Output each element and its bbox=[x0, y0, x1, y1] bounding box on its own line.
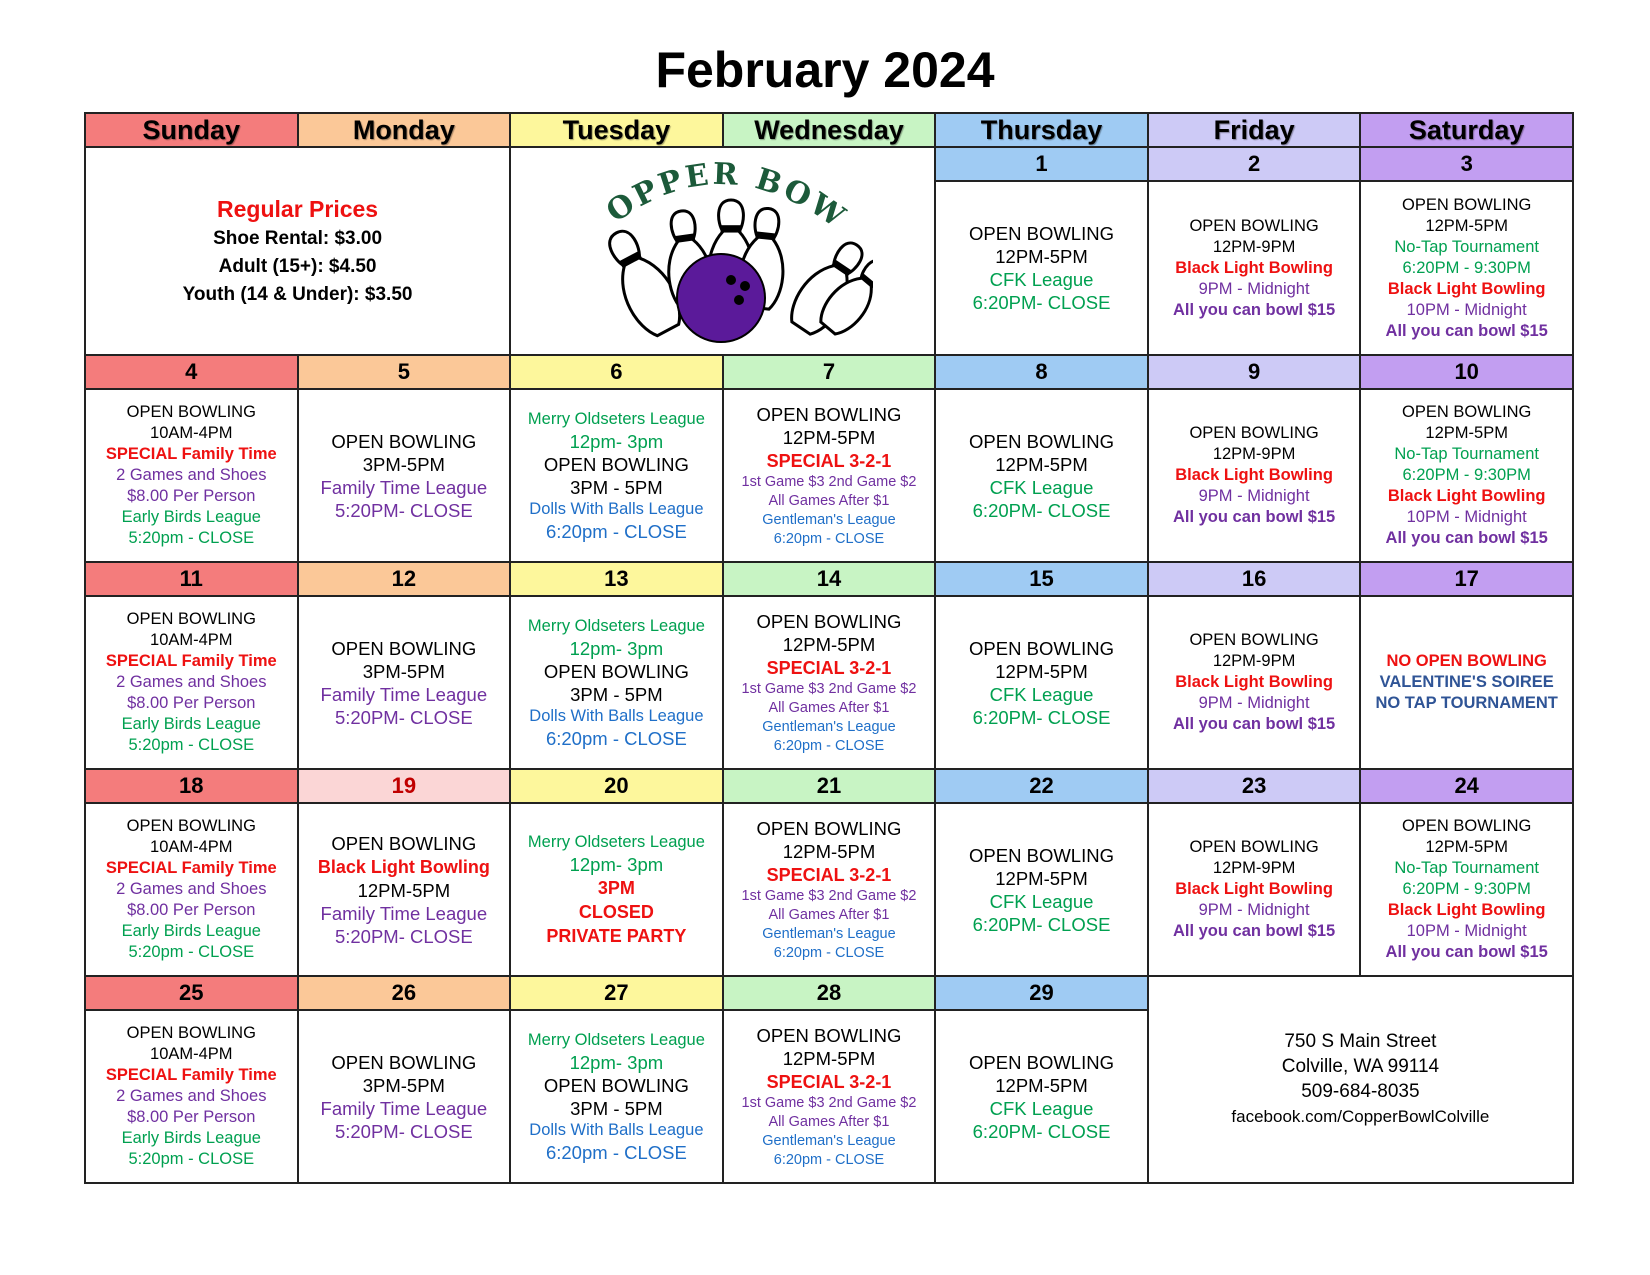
event-line: OPEN BOWLING bbox=[969, 430, 1114, 452]
event-line: OPEN BOWLING bbox=[1189, 838, 1319, 857]
event-line: Black Light Bowling bbox=[1175, 258, 1333, 277]
date-number: 14 bbox=[723, 562, 936, 596]
event-line: OPEN BOWLING bbox=[1189, 424, 1319, 443]
day-cell bbox=[510, 803, 723, 976]
event-line: 6:20pm - CLOSE bbox=[773, 944, 885, 961]
event-line: Black Light Bowling bbox=[317, 856, 490, 877]
date-number: 28 bbox=[723, 976, 936, 1010]
event-line: Early Birds League bbox=[121, 508, 261, 527]
weekday-sunday: Sunday bbox=[85, 113, 298, 147]
date-number: 18 bbox=[85, 769, 298, 803]
event-line: 10AM-4PM bbox=[150, 631, 233, 650]
price-adult: Adult (15+): $4.50 bbox=[218, 255, 377, 277]
event-line: 12PM-5PM bbox=[995, 453, 1088, 475]
event-line: 6:20pm - CLOSE bbox=[545, 520, 687, 542]
week-content-row bbox=[85, 596, 1573, 769]
day-cell bbox=[723, 1010, 936, 1183]
event-line: OPEN BOWLING bbox=[969, 1051, 1114, 1073]
event-line: 12PM-9PM bbox=[1212, 652, 1296, 671]
event-line: OPEN BOWLING bbox=[756, 817, 902, 839]
event-line: 3PM bbox=[597, 877, 635, 898]
event-line: OPEN BOWLING bbox=[756, 403, 902, 425]
event-line: 3PM-5PM bbox=[362, 453, 445, 475]
day-cell bbox=[1360, 596, 1573, 769]
event-line: 12PM-9PM bbox=[1212, 237, 1296, 256]
event-line: SPECIAL 3-2-1 bbox=[766, 1071, 892, 1092]
event-line: 12PM-5PM bbox=[995, 1074, 1088, 1096]
event-line: 12PM-5PM bbox=[782, 426, 876, 448]
event-line: 6:20pm - CLOSE bbox=[773, 530, 885, 547]
date-number: 19 bbox=[298, 769, 511, 803]
day-cell bbox=[85, 1010, 298, 1183]
week-content-row bbox=[85, 389, 1573, 562]
day-cell bbox=[298, 803, 511, 976]
event-line: OPEN BOWLING bbox=[1402, 403, 1532, 422]
event-line: 5:20PM- CLOSE bbox=[334, 499, 473, 521]
bowling-ball-icon bbox=[677, 254, 765, 342]
day-cell bbox=[723, 596, 936, 769]
event-line: NO OPEN BOWLING bbox=[1386, 652, 1547, 671]
date-number: 13 bbox=[510, 562, 723, 596]
event-line: CFK League bbox=[989, 683, 1094, 705]
event-line: All you can bowl $15 bbox=[1172, 300, 1336, 319]
event-line: 12PM-5PM bbox=[1425, 838, 1508, 857]
event-line: 3PM-5PM bbox=[362, 1074, 445, 1096]
date-number: 20 bbox=[510, 769, 723, 803]
date-number: 12 bbox=[298, 562, 511, 596]
event-line: 1st Game $3 2nd Game $2 bbox=[741, 473, 917, 490]
event-line: No-Tap Tournament bbox=[1394, 859, 1539, 878]
event-line: OPEN BOWLING bbox=[1189, 631, 1319, 650]
event-line: 12PM-5PM bbox=[1425, 216, 1508, 235]
event-line: 9PM - Midnight bbox=[1198, 901, 1310, 920]
weekday-saturday: Saturday bbox=[1360, 113, 1573, 147]
weekday-tuesday: Tuesday bbox=[510, 113, 723, 147]
event-line: Gentleman's League bbox=[762, 1132, 896, 1149]
event-line: CFK League bbox=[989, 1097, 1094, 1119]
week-date-row bbox=[85, 355, 1573, 389]
date-number: 6 bbox=[510, 355, 723, 389]
event-line: SPECIAL Family Time bbox=[105, 445, 277, 464]
event-line: VALENTINE'S SOIREE bbox=[1379, 673, 1554, 692]
event-line: OPEN BOWLING bbox=[331, 637, 477, 659]
event-line: SPECIAL 3-2-1 bbox=[766, 864, 892, 885]
weekday-header-row bbox=[85, 113, 1573, 147]
event-line: SPECIAL Family Time bbox=[105, 652, 277, 671]
event-line: 6:20PM - 9:30PM bbox=[1402, 880, 1531, 899]
event-line: OPEN BOWLING bbox=[543, 660, 689, 682]
event-line: 12PM-5PM bbox=[782, 840, 876, 862]
event-line: Black Light Bowling bbox=[1175, 880, 1333, 899]
weekday-friday: Friday bbox=[1148, 113, 1361, 147]
contact-phone: 509-684-8035 bbox=[1301, 1081, 1420, 1103]
week-date-row bbox=[85, 562, 1573, 596]
event-line: Merry Oldseters League bbox=[527, 832, 705, 851]
week-date-row bbox=[85, 147, 1573, 181]
event-line: 6:20PM - 9:30PM bbox=[1402, 258, 1531, 277]
event-line: All you can bowl $15 bbox=[1385, 943, 1548, 962]
day-cell bbox=[1148, 181, 1361, 355]
event-line: SPECIAL 3-2-1 bbox=[766, 657, 892, 678]
calendar-grid bbox=[84, 112, 1574, 1184]
event-line: 6:20PM- CLOSE bbox=[972, 499, 1111, 521]
day-cell bbox=[85, 596, 298, 769]
event-line: 2 Games and Shoes bbox=[116, 673, 267, 692]
event-line: 10AM-4PM bbox=[150, 838, 233, 857]
week-content-row bbox=[85, 803, 1573, 976]
day-cell bbox=[298, 596, 511, 769]
event-line: SPECIAL Family Time bbox=[105, 1066, 277, 1085]
contact-info-box bbox=[1148, 976, 1573, 1183]
event-line: 3PM-5PM bbox=[362, 660, 445, 682]
event-line: CFK League bbox=[989, 890, 1094, 912]
price-youth: Youth (14 & Under): $3.50 bbox=[182, 283, 413, 305]
event-line: OPEN BOWLING bbox=[969, 844, 1114, 866]
week-date-row bbox=[85, 769, 1573, 803]
event-line: OPEN BOWLING bbox=[1402, 195, 1532, 214]
day-cell bbox=[935, 803, 1148, 976]
event-line: OPEN BOWLING bbox=[331, 832, 477, 854]
event-line: 5:20pm - CLOSE bbox=[128, 1150, 255, 1169]
event-line: 12PM-9PM bbox=[1212, 859, 1296, 878]
event-line: 1st Game $3 2nd Game $2 bbox=[741, 887, 917, 904]
event-line: Family Time League bbox=[320, 902, 488, 924]
event-line: Early Birds League bbox=[121, 922, 261, 941]
event-line: 5:20PM- CLOSE bbox=[334, 925, 473, 947]
event-line: Family Time League bbox=[320, 1097, 488, 1119]
event-line: 6:20PM- CLOSE bbox=[972, 1120, 1111, 1142]
event-line: 12PM-5PM bbox=[995, 660, 1088, 682]
day-cell bbox=[510, 596, 723, 769]
event-line: OPEN BOWLING bbox=[543, 453, 689, 475]
date-number: 29 bbox=[935, 976, 1148, 1010]
event-line: Gentleman's League bbox=[762, 511, 896, 528]
event-line: 5:20PM- CLOSE bbox=[334, 706, 473, 728]
date-number: 23 bbox=[1148, 769, 1361, 803]
day-cell bbox=[510, 1010, 723, 1183]
event-line: 6:20pm - CLOSE bbox=[545, 727, 687, 749]
event-line: 1st Game $3 2nd Game $2 bbox=[741, 1094, 917, 1111]
event-line: Black Light Bowling bbox=[1175, 673, 1333, 692]
event-line: 10PM - Midnight bbox=[1406, 300, 1527, 319]
day-cell bbox=[935, 389, 1148, 562]
event-line: 6:20PM- CLOSE bbox=[972, 292, 1111, 314]
event-line: OPEN BOWLING bbox=[756, 1024, 902, 1046]
week-date-row bbox=[85, 976, 1573, 1010]
event-line: Family Time League bbox=[320, 683, 488, 705]
event-line: 5:20pm - CLOSE bbox=[128, 736, 255, 755]
date-number: 3 bbox=[1360, 147, 1573, 181]
date-number: 11 bbox=[85, 562, 298, 596]
day-cell bbox=[723, 389, 936, 562]
event-line: 12pm- 3pm bbox=[569, 1051, 664, 1073]
event-line: OPEN BOWLING bbox=[126, 1024, 256, 1043]
event-line: OPEN BOWLING bbox=[543, 1074, 689, 1096]
date-number: 25 bbox=[85, 976, 298, 1010]
event-line: All you can bowl $15 bbox=[1172, 508, 1336, 527]
event-line: OPEN BOWLING bbox=[1402, 817, 1532, 836]
bowling-ball-pins-icon bbox=[573, 148, 873, 353]
event-line: 10AM-4PM bbox=[150, 1045, 233, 1064]
day-cell bbox=[935, 1010, 1148, 1183]
event-line: CFK League bbox=[989, 269, 1094, 291]
day-cell bbox=[510, 389, 723, 562]
event-line: OPEN BOWLING bbox=[331, 430, 477, 452]
day-cell bbox=[85, 389, 298, 562]
event-line: Merry Oldseters League bbox=[527, 409, 705, 428]
event-line: Merry Oldseters League bbox=[527, 1030, 705, 1049]
regular-prices-box bbox=[85, 147, 510, 355]
date-number: 7 bbox=[723, 355, 936, 389]
event-line: SPECIAL Family Time bbox=[105, 859, 277, 878]
calendar-title: February 2024 bbox=[655, 42, 995, 98]
event-line: Family Time League bbox=[320, 476, 488, 498]
logo-text: OPPER BOW bbox=[600, 157, 853, 237]
event-line: Merry Oldseters League bbox=[527, 616, 705, 635]
date-number: 17 bbox=[1360, 562, 1573, 596]
event-line: 2 Games and Shoes bbox=[116, 466, 267, 485]
event-line: All you can bowl $15 bbox=[1385, 529, 1548, 548]
event-line: 6:20pm - CLOSE bbox=[545, 1141, 687, 1163]
event-line: All Games After $1 bbox=[768, 492, 890, 509]
weekday-monday: Monday bbox=[298, 113, 511, 147]
event-line: Gentleman's League bbox=[762, 925, 896, 942]
event-line: All Games After $1 bbox=[768, 699, 890, 716]
event-line: 5:20pm - CLOSE bbox=[128, 943, 255, 962]
event-line: Black Light Bowling bbox=[1387, 487, 1546, 506]
event-line: OPEN BOWLING bbox=[756, 610, 902, 632]
event-line: All you can bowl $15 bbox=[1172, 715, 1336, 734]
day-cell bbox=[1148, 803, 1361, 976]
date-number: 16 bbox=[1148, 562, 1361, 596]
prices-heading: Regular Prices bbox=[217, 195, 379, 222]
event-line: 12pm- 3pm bbox=[569, 637, 664, 659]
event-line: 6:20PM- CLOSE bbox=[972, 706, 1111, 728]
event-line: Early Birds League bbox=[121, 715, 261, 734]
event-line: PRIVATE PARTY bbox=[546, 925, 687, 946]
event-line: 3PM - 5PM bbox=[570, 476, 663, 498]
event-line: $8.00 Per Person bbox=[127, 487, 256, 506]
event-line: CFK League bbox=[989, 476, 1094, 498]
event-line: Black Light Bowling bbox=[1387, 901, 1546, 920]
event-line: 12PM-5PM bbox=[995, 246, 1088, 268]
event-line: 12pm- 3pm bbox=[569, 853, 664, 875]
event-line: 6:20PM- CLOSE bbox=[972, 913, 1111, 935]
day-cell bbox=[935, 181, 1148, 355]
event-line: 12PM-5PM bbox=[1425, 424, 1508, 443]
day-cell bbox=[1148, 596, 1361, 769]
event-line: NO TAP TOURNAMENT bbox=[1375, 694, 1558, 713]
date-number: 9 bbox=[1148, 355, 1361, 389]
event-line: Black Light Bowling bbox=[1387, 279, 1546, 298]
event-line: 12PM-9PM bbox=[1212, 445, 1296, 464]
event-line: 12pm- 3pm bbox=[569, 430, 664, 452]
event-line: 12PM-5PM bbox=[782, 1047, 876, 1069]
event-line: Gentleman's League bbox=[762, 718, 896, 735]
event-line: 5:20pm - CLOSE bbox=[128, 529, 255, 548]
event-line: Dolls With Balls League bbox=[529, 706, 704, 725]
event-line: 12PM-5PM bbox=[995, 867, 1088, 889]
event-line: 12PM-5PM bbox=[782, 633, 876, 655]
day-cell bbox=[935, 596, 1148, 769]
event-line: All you can bowl $15 bbox=[1172, 922, 1336, 941]
event-line: OPEN BOWLING bbox=[126, 817, 256, 836]
event-line: 3PM - 5PM bbox=[570, 1097, 663, 1119]
event-line: All Games After $1 bbox=[768, 1113, 890, 1130]
contact-city: Colville, WA 99114 bbox=[1281, 1056, 1440, 1078]
event-line: Black Light Bowling bbox=[1175, 466, 1333, 485]
date-number: 24 bbox=[1360, 769, 1573, 803]
day-cell bbox=[85, 803, 298, 976]
date-number: 4 bbox=[85, 355, 298, 389]
event-line: OPEN BOWLING bbox=[126, 403, 256, 422]
day-cell bbox=[298, 389, 511, 562]
event-line: 5:20PM- CLOSE bbox=[334, 1120, 473, 1142]
event-line: OPEN BOWLING bbox=[1189, 216, 1319, 235]
date-number: 27 bbox=[510, 976, 723, 1010]
day-cell bbox=[1148, 389, 1361, 562]
event-line: OPEN BOWLING bbox=[969, 637, 1114, 659]
date-number: 10 bbox=[1360, 355, 1573, 389]
event-line: OPEN BOWLING bbox=[331, 1051, 477, 1073]
event-line: 9PM - Midnight bbox=[1198, 487, 1310, 506]
date-number: 1 bbox=[935, 147, 1148, 181]
date-number: 5 bbox=[298, 355, 511, 389]
event-line: OPEN BOWLING bbox=[126, 610, 256, 629]
event-line: All you can bowl $15 bbox=[1385, 321, 1548, 340]
day-cell bbox=[1360, 389, 1573, 562]
copper-bowl-logo bbox=[510, 147, 935, 355]
day-cell bbox=[1360, 181, 1573, 355]
date-number: 22 bbox=[935, 769, 1148, 803]
event-line: $8.00 Per Person bbox=[127, 901, 256, 920]
event-line: OPEN BOWLING bbox=[969, 223, 1114, 245]
price-shoe-rental: Shoe Rental: $3.00 bbox=[213, 227, 383, 249]
contact-street: 750 S Main Street bbox=[1284, 1031, 1437, 1053]
event-line: 6:20pm - CLOSE bbox=[773, 1151, 885, 1168]
event-line: 6:20pm - CLOSE bbox=[773, 737, 885, 754]
event-line: SPECIAL 3-2-1 bbox=[766, 450, 892, 471]
event-line: 9PM - Midnight bbox=[1198, 279, 1310, 298]
date-number: 15 bbox=[935, 562, 1148, 596]
weekday-wednesday: Wednesday bbox=[723, 113, 936, 147]
event-line: $8.00 Per Person bbox=[127, 1108, 256, 1127]
day-cell bbox=[723, 803, 936, 976]
event-line: Dolls With Balls League bbox=[529, 499, 704, 518]
event-line: 2 Games and Shoes bbox=[116, 1087, 267, 1106]
event-line: 10PM - Midnight bbox=[1406, 922, 1527, 941]
event-line: CLOSED bbox=[578, 901, 654, 922]
event-line: All Games After $1 bbox=[768, 906, 890, 923]
event-line: 10PM - Midnight bbox=[1406, 508, 1527, 527]
date-number: 8 bbox=[935, 355, 1148, 389]
event-line: Dolls With Balls League bbox=[529, 1120, 704, 1139]
weekday-thursday: Thursday bbox=[935, 113, 1148, 147]
event-line: $8.00 Per Person bbox=[127, 694, 256, 713]
event-line: 6:20PM - 9:30PM bbox=[1402, 466, 1531, 485]
date-number: 2 bbox=[1148, 147, 1361, 181]
event-line: 2 Games and Shoes bbox=[116, 880, 267, 899]
event-line: Early Birds League bbox=[121, 1129, 261, 1148]
event-line: 1st Game $3 2nd Game $2 bbox=[741, 680, 917, 697]
date-number: 21 bbox=[723, 769, 936, 803]
day-cell bbox=[298, 1010, 511, 1183]
event-line: No-Tap Tournament bbox=[1394, 237, 1539, 256]
day-cell bbox=[1360, 803, 1573, 976]
event-line: 10AM-4PM bbox=[150, 424, 233, 443]
event-line: 9PM - Midnight bbox=[1198, 694, 1310, 713]
date-number: 26 bbox=[298, 976, 511, 1010]
event-line: No-Tap Tournament bbox=[1394, 445, 1539, 464]
event-line: 3PM - 5PM bbox=[570, 683, 663, 705]
event-line: 12PM-5PM bbox=[357, 879, 451, 901]
contact-facebook: facebook.com/CopperBowlColville bbox=[1231, 1107, 1490, 1127]
